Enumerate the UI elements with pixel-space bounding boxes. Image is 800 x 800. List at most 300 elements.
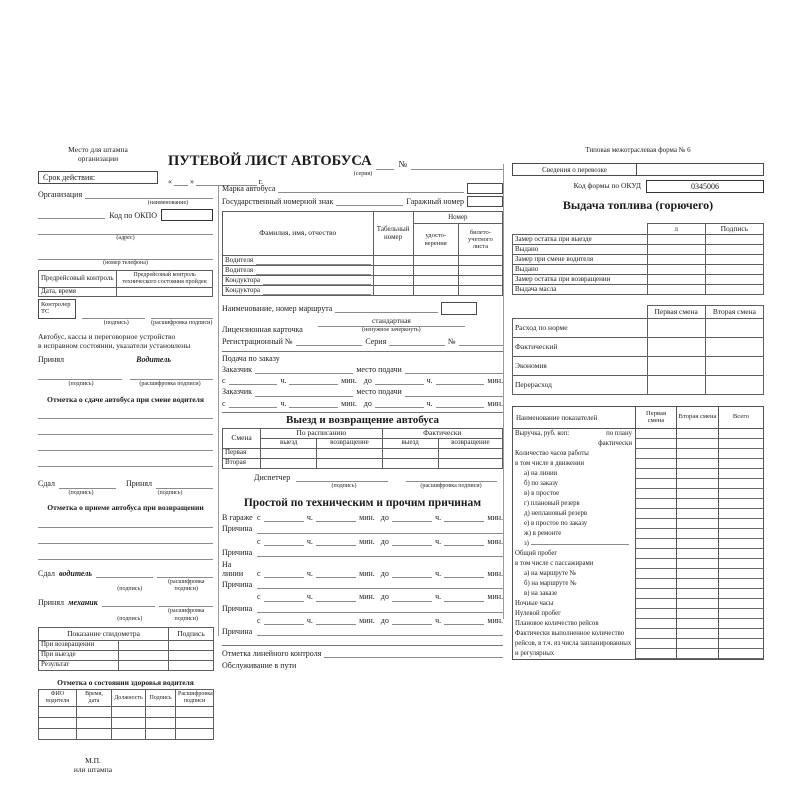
cell bbox=[413, 266, 458, 276]
min-label: мин. bbox=[487, 569, 504, 579]
from-label: с bbox=[257, 615, 261, 625]
datetime-label: Дата, время bbox=[39, 287, 117, 296]
blank bbox=[264, 538, 304, 546]
blank bbox=[38, 427, 213, 435]
indicator-label: Общий пробег bbox=[515, 550, 558, 557]
blank bbox=[444, 594, 484, 602]
time-row bbox=[222, 399, 503, 408]
downtime-time-row bbox=[222, 513, 503, 522]
downtime-prefix: На линии bbox=[222, 559, 244, 579]
sign-decode-caption: (расшифровка подписи) bbox=[168, 578, 205, 593]
cell bbox=[39, 728, 77, 739]
cell bbox=[77, 728, 112, 739]
blank bbox=[229, 400, 278, 408]
crew-cert-header: удосто-верения bbox=[413, 224, 458, 256]
crew-ticket-header: билето-учетного листа bbox=[458, 224, 502, 256]
shift2-header: Вторая смена bbox=[705, 306, 763, 319]
time-row bbox=[222, 376, 503, 385]
return-subheader: возвращение bbox=[317, 438, 382, 448]
gave-driver-row bbox=[38, 569, 213, 578]
speedo-row-label: Результат bbox=[39, 660, 119, 670]
reason-row bbox=[222, 524, 503, 533]
indicators-table bbox=[512, 406, 764, 660]
sign-caption: (подпись) bbox=[68, 381, 94, 388]
speedo-row-label: При возвращении bbox=[39, 640, 119, 650]
indicator-label: и регулярных bbox=[515, 650, 555, 657]
indicators-name-header: Наименование показателей bbox=[516, 413, 598, 422]
blank bbox=[392, 538, 432, 546]
fuel-row-label: Выдано bbox=[513, 265, 648, 275]
shift2-header: Вторая смена bbox=[676, 407, 718, 428]
cell bbox=[647, 245, 705, 255]
cell bbox=[373, 256, 413, 266]
series-caption: (серия) bbox=[353, 171, 373, 177]
sign-decode-caption: (расшифровка подписи) bbox=[168, 608, 205, 622]
cell bbox=[705, 255, 763, 265]
gave-label: Сдал bbox=[38, 568, 56, 578]
shift1-header: Первая смена bbox=[647, 306, 705, 319]
line-control-row bbox=[222, 649, 503, 658]
liters-header: л bbox=[647, 224, 705, 235]
cell bbox=[647, 275, 705, 285]
crew-number-header: Номер bbox=[413, 212, 502, 224]
cell bbox=[647, 255, 705, 265]
cell bbox=[261, 458, 317, 468]
indicator-label: з) bbox=[524, 540, 529, 547]
pretrip-table bbox=[38, 270, 213, 297]
okud-row bbox=[512, 180, 764, 193]
hour-label: ч. bbox=[280, 398, 287, 408]
sign-decode-caption: (расшифровка подписи) bbox=[139, 381, 201, 388]
indicator-sublabel: фактически bbox=[598, 440, 632, 447]
year-label: г. bbox=[258, 176, 263, 186]
blank bbox=[289, 377, 338, 385]
indicator-label: Ночные часы bbox=[515, 600, 554, 607]
cell bbox=[176, 706, 214, 717]
cell bbox=[438, 458, 502, 468]
blank bbox=[38, 459, 213, 467]
place-label: место подачи bbox=[356, 365, 402, 374]
indicator-label: а) на линии bbox=[524, 470, 558, 477]
cell bbox=[317, 448, 382, 458]
gave-label: Сдал bbox=[38, 479, 56, 489]
cell bbox=[146, 706, 176, 717]
phone-caption: (номер телефона) bbox=[103, 259, 148, 266]
shift-header: Смена bbox=[223, 428, 261, 448]
indicator-label: в) в простое bbox=[524, 490, 560, 497]
handover-title: Отметка о сдаче автобуса при смене водителя bbox=[47, 395, 204, 405]
indicators-grid-col2 bbox=[676, 429, 718, 659]
cell bbox=[169, 640, 214, 650]
blank bbox=[411, 162, 503, 170]
crew-row-label: Кондуктора bbox=[225, 276, 261, 285]
cell bbox=[458, 286, 502, 296]
sign-caption: (подпись) bbox=[157, 489, 183, 496]
controller-box: Контролер ТС bbox=[38, 299, 76, 319]
cell bbox=[39, 706, 77, 717]
sign-header: Подпись bbox=[705, 224, 763, 235]
cell bbox=[382, 458, 438, 468]
blank bbox=[151, 311, 214, 319]
min-label: мин. bbox=[359, 536, 375, 546]
blank bbox=[257, 549, 503, 557]
min-label: мин. bbox=[359, 569, 375, 579]
blank bbox=[389, 338, 445, 346]
departure-title: Выезд и возвращение автобуса bbox=[286, 413, 439, 426]
min-label: мин. bbox=[359, 615, 375, 625]
schedule-header: По расписанию bbox=[261, 428, 382, 438]
quote-open: « bbox=[168, 176, 172, 186]
cell bbox=[438, 448, 502, 458]
left-column bbox=[38, 145, 213, 774]
middle-column bbox=[222, 183, 503, 670]
min-label: мин. bbox=[487, 615, 504, 625]
cell bbox=[373, 276, 413, 286]
quote-close: » bbox=[190, 176, 194, 186]
reason-row bbox=[222, 580, 503, 589]
consumption-table bbox=[512, 305, 764, 395]
health-header: Расшифровка подписи bbox=[176, 689, 214, 706]
health-header: ФИО водителя bbox=[39, 689, 77, 706]
hour-label: ч. bbox=[435, 513, 442, 523]
indicators-grid-col1 bbox=[635, 429, 676, 659]
downtime-time-row bbox=[222, 592, 503, 601]
blank bbox=[444, 514, 484, 522]
sign-caption: (подпись) bbox=[103, 319, 129, 326]
blank bbox=[316, 538, 356, 546]
right-column bbox=[512, 146, 764, 660]
hour-label: ч. bbox=[306, 536, 313, 546]
brand-box bbox=[467, 183, 503, 194]
blank bbox=[263, 277, 371, 285]
cell bbox=[77, 717, 112, 728]
license-row bbox=[222, 317, 503, 334]
controller-row bbox=[38, 299, 213, 319]
downtime-title: Простой по техническим и прочим причинам bbox=[243, 497, 482, 510]
cell bbox=[647, 376, 705, 395]
plate-label: Государственный номерной знак bbox=[222, 196, 334, 206]
blank bbox=[392, 570, 432, 578]
accepted-mechanic-row bbox=[38, 598, 213, 607]
blank bbox=[335, 305, 438, 313]
crew-table bbox=[222, 211, 503, 296]
blank bbox=[38, 536, 213, 544]
cell bbox=[458, 266, 502, 276]
fuel-row-label: Выдано bbox=[513, 245, 648, 255]
blank bbox=[289, 400, 338, 408]
blank bbox=[436, 400, 485, 408]
line-control-label: Отметка линейного контроля bbox=[222, 649, 322, 659]
blank bbox=[444, 617, 484, 625]
downtime-time-row bbox=[222, 537, 503, 546]
route-box bbox=[441, 302, 477, 315]
min-label: мин. bbox=[487, 376, 504, 386]
cell bbox=[119, 660, 169, 670]
customer-label: Заказчик bbox=[222, 365, 253, 374]
pretrip-label: Предрейсовый контроль bbox=[39, 270, 117, 287]
hour-label: ч. bbox=[306, 592, 313, 602]
min-label: мин. bbox=[487, 536, 504, 546]
dispatcher-label: Диспетчер bbox=[254, 472, 291, 482]
blank bbox=[255, 366, 353, 374]
shift1-header: Первая смена bbox=[635, 407, 676, 428]
to-label: до bbox=[380, 569, 389, 579]
blank bbox=[130, 372, 214, 380]
blank bbox=[38, 443, 213, 451]
reg-label: Регистрационный № bbox=[222, 336, 293, 346]
bus-ok-line2: в исправном состоянии, указатели установлены bbox=[38, 340, 191, 350]
crew-name-header: Фамилия, имя, отчество bbox=[223, 212, 374, 256]
cell bbox=[317, 458, 382, 468]
speedometer-table bbox=[38, 627, 214, 671]
blank bbox=[336, 198, 403, 206]
cell bbox=[373, 266, 413, 276]
sign-caption: (подпись) bbox=[117, 615, 143, 622]
customer-label: Заказчик bbox=[222, 387, 253, 397]
reason-label: Причина bbox=[222, 524, 253, 534]
blank bbox=[436, 377, 485, 385]
depart-subheader: выезд bbox=[261, 438, 317, 448]
hour-label: ч. bbox=[435, 569, 442, 579]
cell bbox=[705, 357, 763, 376]
driver-label: Водитель bbox=[136, 354, 171, 364]
fuel-row-label: Выдача масла bbox=[513, 285, 648, 295]
hour-label: ч. bbox=[435, 615, 442, 625]
crew-row-label: Водителя bbox=[225, 256, 254, 265]
blank bbox=[256, 267, 370, 275]
health-title: Отметка о состоянии здоровья водителя bbox=[57, 677, 194, 687]
blank bbox=[264, 594, 304, 602]
route-label: Наименование, номер маршрута bbox=[222, 303, 333, 313]
customer-row bbox=[222, 387, 503, 396]
indicator-sublabel: по плану bbox=[606, 430, 632, 437]
okpo-box bbox=[161, 209, 213, 221]
indicator-label: д) неплановый резерв bbox=[524, 510, 588, 517]
transport-info-cell: Сведения о перевозке bbox=[512, 163, 637, 176]
from-label: с bbox=[257, 569, 261, 579]
stamp-note-line2: организации bbox=[77, 154, 119, 163]
blank bbox=[316, 617, 356, 625]
bus-ok-text bbox=[38, 332, 213, 350]
mp-line1: М.П. bbox=[85, 755, 101, 765]
to-label: до bbox=[380, 592, 389, 602]
garage-box bbox=[467, 196, 503, 207]
address-caption: (адрес) bbox=[116, 235, 135, 242]
reason-label: Причина bbox=[222, 603, 253, 613]
fuel-row-label: Замер остатка при возвращении bbox=[513, 275, 648, 285]
hour-label: ч. bbox=[306, 615, 313, 625]
series-label: Серия bbox=[365, 336, 387, 346]
cell bbox=[112, 706, 146, 717]
blank bbox=[316, 570, 356, 578]
blank bbox=[264, 617, 304, 625]
indicator-label: ж) в ремонте bbox=[524, 530, 562, 537]
hour-label: ч. bbox=[280, 376, 287, 386]
cell bbox=[513, 306, 648, 319]
stamp-note bbox=[38, 145, 158, 163]
accepted-label: Принял bbox=[126, 479, 153, 489]
sign-caption: (подпись) bbox=[331, 482, 357, 489]
to-label: до bbox=[363, 376, 372, 386]
garage-label: Гаражный номер bbox=[406, 196, 464, 206]
downtime-time-row bbox=[222, 616, 503, 625]
cell bbox=[705, 338, 763, 357]
cell bbox=[112, 717, 146, 728]
divider bbox=[222, 351, 503, 352]
hour-label: ч. bbox=[426, 398, 433, 408]
to-label: до bbox=[363, 398, 372, 408]
sign-decode-caption: (расшифровка подписи) bbox=[151, 319, 213, 326]
min-label: мин. bbox=[341, 398, 357, 408]
blank bbox=[102, 599, 156, 607]
crew-row-label: Кондуктора bbox=[225, 286, 261, 295]
consumption-row-label: Фактический bbox=[513, 338, 648, 357]
fuel-table bbox=[512, 223, 764, 295]
actual-header: Фактически bbox=[382, 428, 502, 438]
mechanic-italic: механик bbox=[68, 598, 98, 608]
cell bbox=[413, 276, 458, 286]
accepted-label: Принял bbox=[38, 354, 65, 364]
blank bbox=[82, 311, 145, 319]
blank bbox=[264, 570, 304, 578]
indicator-label: в том числе в движении bbox=[515, 460, 584, 467]
accepted-label: Принял bbox=[38, 598, 65, 608]
indicators-grid-col3 bbox=[718, 429, 763, 659]
blank bbox=[324, 650, 503, 658]
blank bbox=[257, 605, 503, 613]
blank bbox=[278, 185, 464, 193]
cell bbox=[647, 285, 705, 295]
blank bbox=[316, 514, 356, 522]
cell bbox=[647, 338, 705, 357]
cell bbox=[705, 265, 763, 275]
hour-label: ч. bbox=[306, 569, 313, 579]
cell bbox=[647, 319, 705, 338]
speedometer-header: Показание спидометра bbox=[39, 627, 169, 640]
cell bbox=[176, 717, 214, 728]
blank bbox=[96, 570, 152, 578]
indicator-label: Выручка, руб. коп: bbox=[515, 430, 570, 437]
blank bbox=[296, 474, 387, 482]
cell bbox=[705, 235, 763, 245]
blank bbox=[263, 287, 371, 295]
route-row bbox=[222, 302, 503, 315]
to-label: до bbox=[380, 536, 389, 546]
dispatcher-row bbox=[222, 473, 503, 482]
order-title: Подача по заказу bbox=[222, 354, 280, 363]
blank bbox=[38, 372, 122, 380]
blank bbox=[157, 570, 213, 578]
form-type-note: Типовая межотраслевая форма № 6 bbox=[585, 146, 691, 154]
reason-row bbox=[222, 604, 503, 613]
cell bbox=[647, 265, 705, 275]
blank bbox=[316, 594, 356, 602]
blank bbox=[405, 389, 503, 397]
cell bbox=[169, 660, 214, 670]
blank bbox=[229, 377, 278, 385]
hour-label: ч. bbox=[426, 376, 433, 386]
okpo-row bbox=[38, 209, 213, 221]
cell bbox=[705, 319, 763, 338]
blank bbox=[444, 538, 484, 546]
cell bbox=[705, 275, 763, 285]
indicator-label: б) на маршруте № bbox=[524, 580, 577, 587]
health-table bbox=[38, 689, 214, 740]
blank bbox=[405, 366, 503, 374]
indicator-label: в том числе с пассажирами bbox=[515, 560, 594, 567]
cell bbox=[176, 728, 214, 739]
cell bbox=[169, 650, 214, 660]
cell bbox=[382, 448, 438, 458]
cell bbox=[458, 276, 502, 286]
cell bbox=[705, 245, 763, 255]
fuel-row-label: Замер при смене водителя bbox=[513, 255, 648, 265]
indicator-label: г) плановый резерв bbox=[524, 500, 580, 507]
sign-caption: (подпись) bbox=[117, 586, 143, 593]
indicators-body bbox=[513, 429, 763, 659]
blank bbox=[444, 570, 484, 578]
okud-code-box: 0345006 bbox=[646, 180, 764, 193]
blank bbox=[59, 481, 116, 489]
pretrip-passed-label: Предрейсовый контроль технического состояния пройден bbox=[117, 270, 213, 287]
hour-label: ч. bbox=[306, 513, 313, 523]
number-sign: № bbox=[398, 159, 407, 170]
blank bbox=[256, 257, 370, 265]
brand-label: Марка автобуса bbox=[222, 183, 276, 193]
blank bbox=[376, 162, 395, 170]
cell bbox=[119, 650, 169, 660]
divider bbox=[222, 412, 503, 413]
health-header: Должность bbox=[112, 689, 146, 706]
reason-row bbox=[222, 548, 503, 557]
sign-header: Подпись bbox=[169, 627, 214, 640]
min-label: мин. bbox=[341, 376, 357, 386]
fuel-row-label: Замер остатка при выезде bbox=[513, 235, 648, 245]
cell bbox=[647, 357, 705, 376]
consumption-row-label: Перерасход bbox=[513, 376, 648, 395]
consumption-row-label: Экономия bbox=[513, 357, 648, 376]
stamp-note-line1: Место для штампа bbox=[68, 145, 128, 154]
blank bbox=[296, 338, 363, 346]
blank bbox=[406, 474, 497, 482]
crew-tab-header: Табельный номер bbox=[373, 212, 413, 256]
crew-row-label: Водителя bbox=[225, 266, 254, 275]
to-label: до bbox=[380, 513, 389, 523]
min-label: мин. bbox=[359, 513, 375, 523]
indicator-label: Фактически выполненное количество bbox=[515, 630, 625, 637]
license-caption: (ненужное зачеркнуть) bbox=[362, 326, 421, 333]
cell bbox=[146, 717, 176, 728]
cell bbox=[146, 728, 176, 739]
blank bbox=[38, 520, 213, 528]
cell bbox=[39, 717, 77, 728]
min-label: мин. bbox=[487, 398, 504, 408]
cell bbox=[705, 285, 763, 295]
shift-row-label: Вторая bbox=[223, 458, 261, 468]
sign-caption: (подпись) bbox=[68, 489, 94, 496]
from-label: с bbox=[222, 398, 226, 408]
from-label: с bbox=[257, 513, 261, 523]
customer-row bbox=[222, 365, 503, 374]
cell bbox=[413, 286, 458, 296]
license-label: Лицензионная карточка bbox=[222, 324, 303, 334]
cell bbox=[77, 706, 112, 717]
organization-label: Организация bbox=[38, 190, 83, 199]
from-label: с bbox=[222, 376, 226, 386]
blank bbox=[38, 252, 213, 260]
reason-label: Причина bbox=[222, 627, 253, 636]
sign-decode-caption: (расшифровка подписи) bbox=[420, 482, 482, 489]
